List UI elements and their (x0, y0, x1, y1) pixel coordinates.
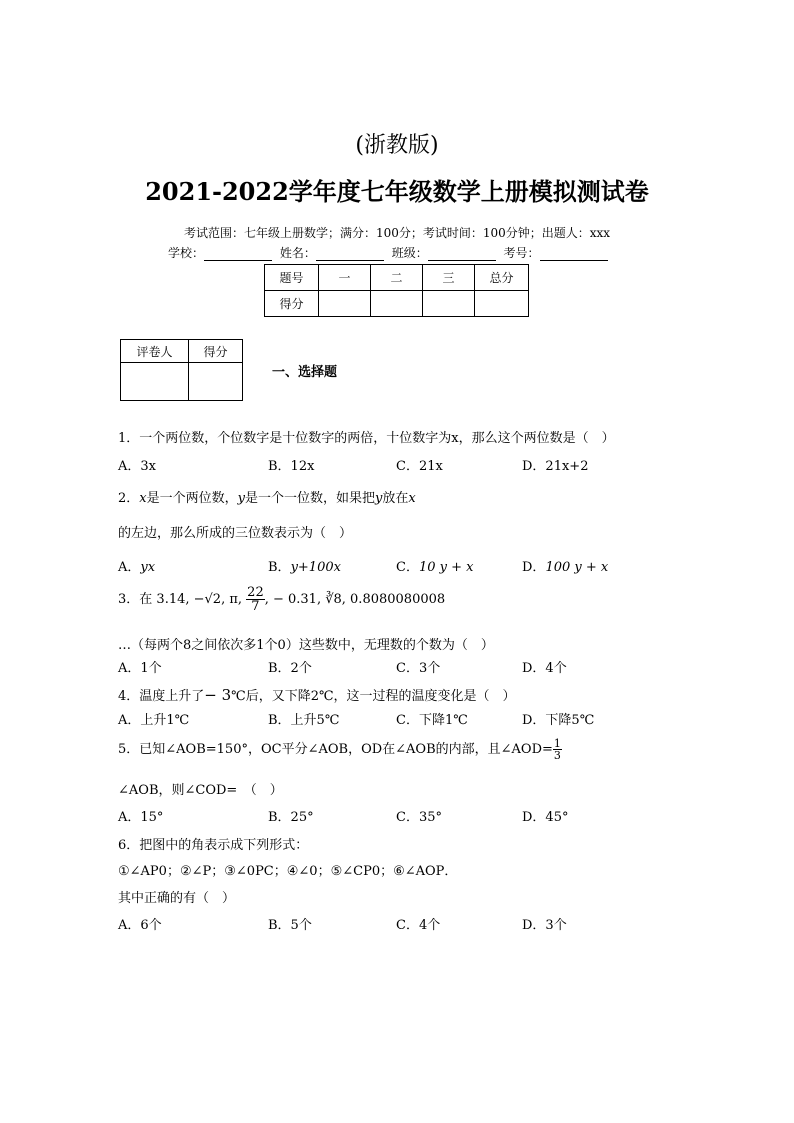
class-blank[interactable] (428, 248, 496, 261)
score-header-cell: 题号 (265, 265, 319, 291)
school-label: 学校： (168, 246, 205, 260)
q5-option-c[interactable]: C．35° (396, 810, 442, 825)
score-table (264, 264, 529, 317)
score-header-cell: 总分 (475, 265, 529, 291)
question-4-text (118, 685, 516, 704)
q1-option-a[interactable]: A．3x (118, 459, 156, 474)
q3-option-d[interactable]: D．4个 (522, 661, 567, 676)
q5-option-d[interactable]: D．45° (522, 810, 569, 825)
school-blank[interactable] (204, 248, 272, 261)
option-math: y+100x (290, 560, 341, 575)
q1-option-b[interactable]: B．12x (268, 459, 315, 474)
question-6-text-2: ①∠AP0；②∠P；③∠0PC；④∠0；⑤∠CP0；⑥∠AOP． (118, 864, 458, 879)
q2-var-x: x (139, 491, 147, 506)
option-prefix: A． (118, 560, 141, 575)
exam-title: 2021-2022学年度七年级数学上册模拟测试卷 (145, 177, 649, 206)
q2-text-d: 放在 (382, 491, 409, 506)
grader-cell[interactable] (121, 363, 189, 401)
student-fields (168, 244, 612, 261)
score-cell[interactable] (475, 291, 529, 317)
q3-frac-num: 22 (247, 585, 264, 600)
q2-option-d[interactable] (522, 556, 608, 575)
q3-option-a[interactable]: A．1个 (118, 661, 162, 676)
q6-option-d[interactable]: D．3个 (522, 918, 567, 933)
q1-option-d[interactable]: D．21x+2 (522, 459, 589, 474)
grader-table (120, 339, 243, 401)
class-label: 班级： (391, 246, 428, 260)
q3-fraction (246, 586, 265, 613)
question-3-text-2: …（每两个8之间依次多1个0）这些数中，无理数的个数为（ ） (118, 638, 494, 653)
exam-subtitle: (浙教版) (355, 133, 439, 158)
q4-text-b: ℃后，又下降2℃，这一过程的温度变化是（ ） (231, 689, 516, 704)
grader-header-cell: 得分 (189, 340, 243, 363)
option-prefix: C． (396, 560, 419, 575)
score-cell[interactable] (423, 291, 475, 317)
question-1-text: 1．一个两位数，个位数字是十位数字的两倍，十位数字为x，那么这个两位数是（ ） (118, 431, 615, 446)
q4-option-a[interactable]: A．上升1℃ (118, 713, 190, 728)
q2-text-c: 是一个一位数，如果把 (245, 491, 376, 506)
q4-text-a: 4．温度上升了 (118, 689, 205, 704)
question-5-text (118, 738, 562, 761)
q5-frac-num: 1 (553, 737, 561, 750)
q5-fraction (553, 738, 562, 761)
q3-option-c[interactable]: C．3个 (396, 661, 441, 676)
score-header-cell: 一 (319, 265, 371, 291)
q2-var-y: y (237, 491, 245, 506)
q4-option-d[interactable]: D．下降5℃ (522, 713, 595, 728)
score-cell[interactable] (371, 291, 423, 317)
score-header-cell: 三 (423, 265, 475, 291)
grader-row (121, 363, 243, 401)
score-row-label: 得分 (265, 291, 319, 317)
option-prefix: B． (268, 560, 291, 575)
id-label: 考号： (503, 246, 540, 260)
question-6-text-3: 其中正确的有（ ） (118, 891, 236, 906)
grader-header-cell: 评卷人 (121, 340, 189, 363)
q2-text-a: 2． (118, 491, 140, 506)
option-prefix: D． (522, 560, 546, 575)
q2-var-x: x (408, 491, 416, 506)
q6-option-c[interactable]: C．4个 (396, 918, 441, 933)
question-2-text-2: 的左边，那么所成的三位数表示为（ ） (118, 526, 353, 541)
name-label: 姓名： (279, 246, 316, 260)
q2-option-c[interactable] (396, 556, 473, 575)
q3-frac-den: 7 (251, 599, 260, 614)
q5-option-a[interactable]: A．15° (118, 810, 164, 825)
q2-var-y: y (375, 491, 383, 506)
question-5-text-2: ∠AOB，则∠COD= （ ） (118, 783, 283, 798)
q4-math: − 3 (204, 686, 232, 704)
q1-option-c[interactable]: C．21x (396, 459, 443, 474)
q5-frac-den: 3 (553, 749, 561, 762)
q3-math-a: 3.14, −√2, π, (156, 592, 243, 607)
q3-text-a: 3．在 (118, 592, 153, 607)
name-blank[interactable] (316, 248, 384, 261)
q3-math-b: , − 0.31, ∛8, 0.8080080008 (264, 592, 446, 607)
q2-option-a[interactable] (118, 556, 155, 575)
score-header-cell: 二 (371, 265, 423, 291)
id-blank[interactable] (540, 248, 608, 261)
question-3-text (118, 586, 445, 613)
q6-option-b[interactable]: B．5个 (268, 918, 312, 933)
score-cell[interactable] (319, 291, 371, 317)
option-math: yx (140, 560, 156, 575)
score-table-header-row (265, 265, 529, 291)
exam-info: 考试范围：七年级上册数学；满分：100分；考试时间：100分钟；出题人：xxx (183, 226, 611, 240)
score-table-row (265, 291, 529, 317)
option-math: 10 y + x (418, 560, 474, 575)
grader-header-row (121, 340, 243, 363)
q2-text-b: 是一个两位数， (146, 491, 238, 506)
question-6-text: 6．把图中的角表示成下列形式： (118, 838, 309, 853)
q2-option-b[interactable] (268, 556, 341, 575)
section-heading: 一、选择题 (272, 365, 338, 380)
q4-option-b[interactable]: B．上升5℃ (268, 713, 340, 728)
q5-text-a: 5．已知∠AOB=150°，OC平分∠AOB，OD在∠AOB的内部，且∠AOD= (118, 742, 553, 757)
grader-cell[interactable] (189, 363, 243, 401)
q5-option-b[interactable]: B．25° (268, 810, 314, 825)
option-math: 100 y + x (545, 560, 609, 575)
question-2-text (118, 487, 416, 506)
q6-option-a[interactable]: A．6个 (118, 918, 162, 933)
q3-option-b[interactable]: B．2个 (268, 661, 312, 676)
q4-option-c[interactable]: C．下降1℃ (396, 713, 468, 728)
